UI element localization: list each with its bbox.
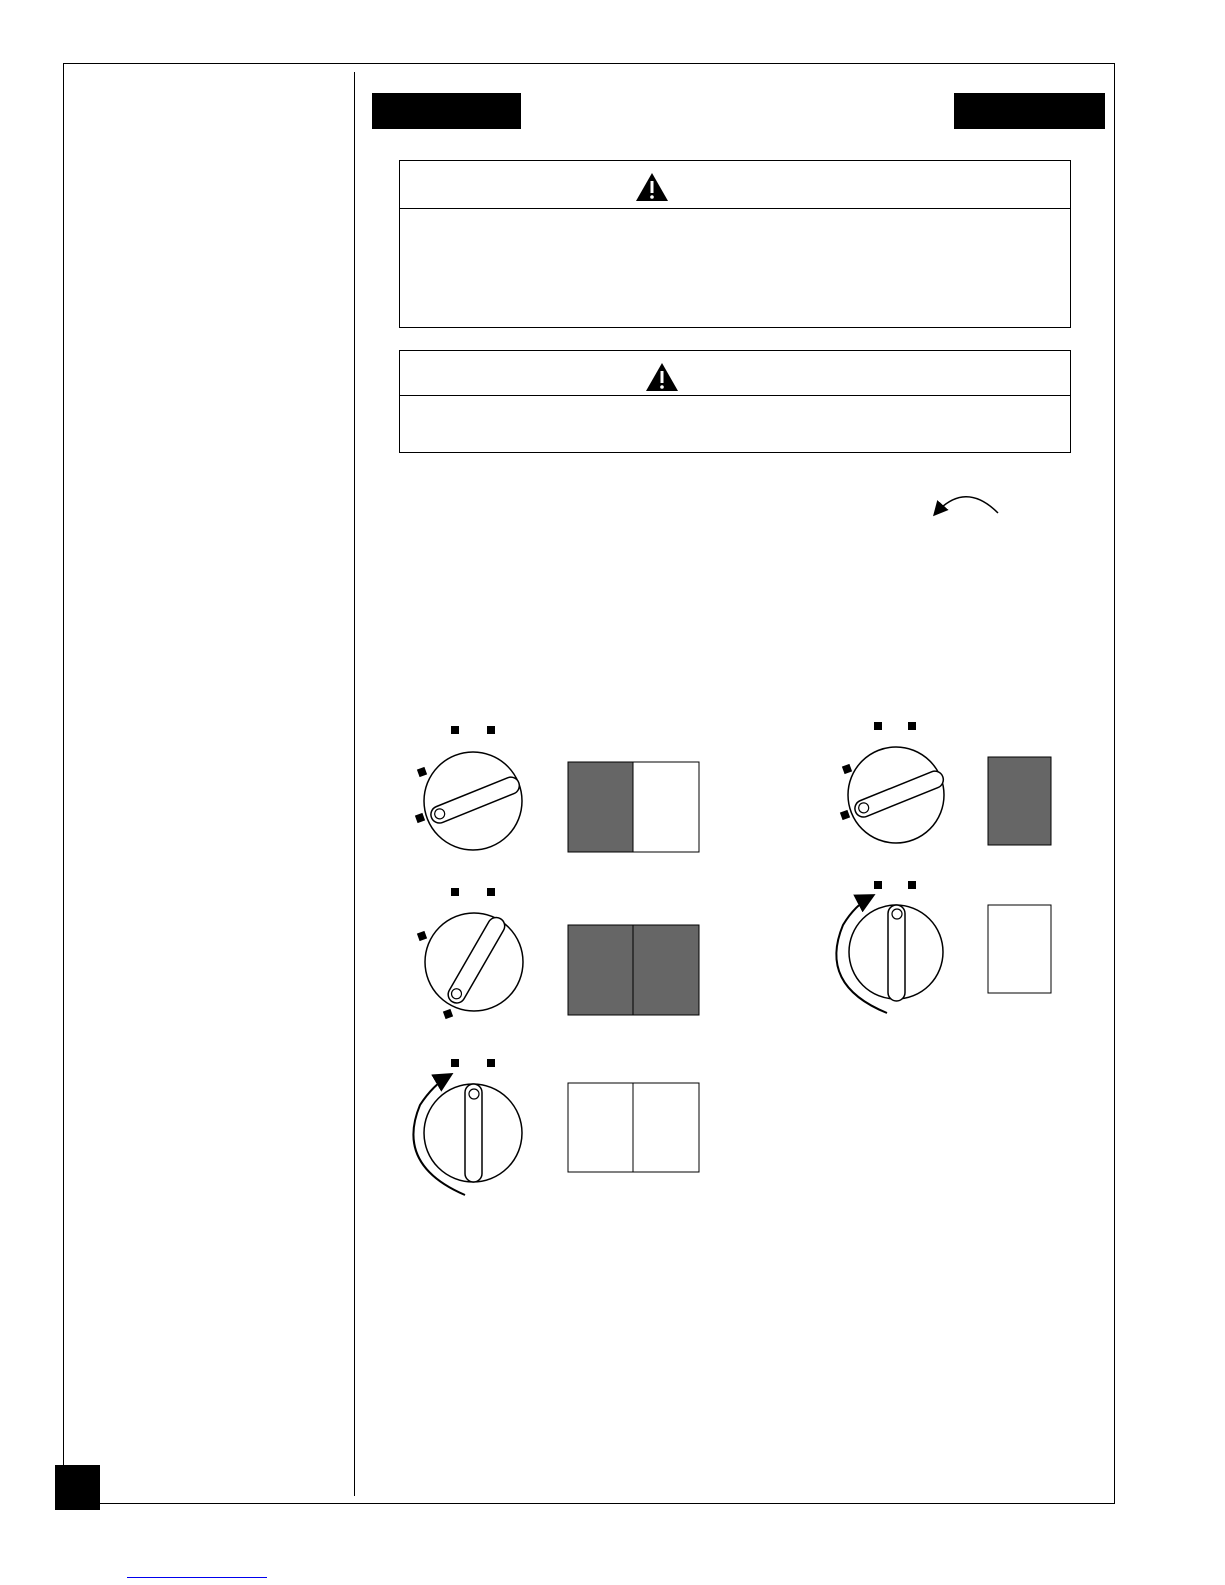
control-knob-icon [840,722,946,843]
control-knob-icon [417,888,523,1019]
control-knob-icon [836,881,943,1013]
status-indicator [568,925,699,1015]
page-number-box [55,1465,100,1510]
status-indicator [988,757,1051,845]
rotation-arrow-icon [935,497,998,514]
status-indicator [568,762,699,852]
status-indicator [988,905,1051,993]
status-indicator [568,1083,699,1172]
control-knob-icon [413,1059,522,1195]
footer-link-underline[interactable] [127,1577,267,1578]
control-knob-icon [415,726,522,850]
